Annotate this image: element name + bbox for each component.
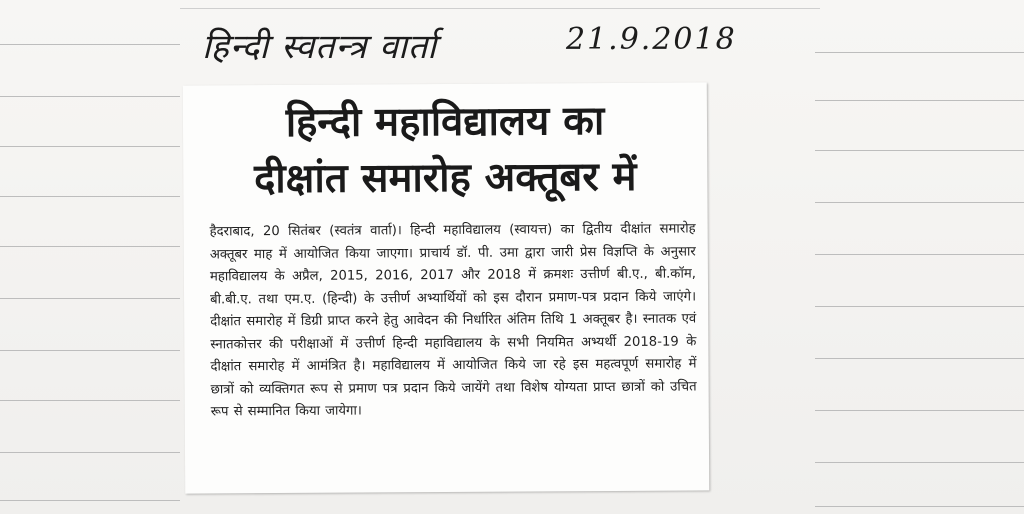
ruled-line: [0, 350, 180, 351]
ruled-line: [0, 246, 180, 247]
ruled-line: [0, 44, 180, 45]
ruled-line: [815, 306, 1024, 307]
article-headline: [191, 92, 700, 207]
ruled-line: [0, 146, 180, 147]
ruled-line: [815, 52, 1024, 53]
ruled-line: [815, 150, 1024, 151]
ruled-line: [0, 400, 180, 401]
ruled-line: [0, 500, 180, 501]
ruled-line: [0, 96, 180, 97]
newspaper-clipping: [183, 82, 709, 493]
ruled-line: [0, 196, 180, 197]
handwritten-date: 21.9.2018: [566, 22, 737, 57]
ruled-line: [815, 254, 1024, 255]
ruled-line: [0, 298, 180, 299]
ruled-line: [815, 202, 1024, 203]
headline-line-1: हिन्दी महाविद्यालय का: [285, 98, 605, 146]
ruled-line: [815, 358, 1024, 359]
article-body: हैदराबाद, 20 सितंबर (स्वतंत्र वार्ता)। हिन्दी महाविद्यालय (स्वायत्त) का द्वितीय दीक्षांत समारोह अक्तूबर माह में आयोजित किया जाएगा। प्राचार्य डॉ. पी. उमा द्वारा जारी प्रेस विज्ञप्ति के अनुसार महाविद्यालय के अप्रैल, 2015, 2016, 2017 और 2018 में क्रमशः उत्तीर्ण बी.ए., बी.कॉम, बी.बी.ए. तथा एम.ए. (हिन्दी) के उत्तीर्ण अभ्यार्थियों को इस दौरान प्रमाण-पत्र प्रदान किये जाएंगे। दीक्षांत समारोह में डिग्री प्राप्त करने हेतु आवेदन की निर्धारित अंतिम तिथि 1 अक्तूबर है। स्नातक एवं स्नातकोत्तर की परीक्षाओं में उत्तीर्ण हिन्दी महाविद्यालय के सभी नियमित अभ्यर्थी 2018-19 के दीक्षांत समारोह में आमंत्रित है। महाविद्यालय में आयोजित किये जा रहे इस महत्वपूर्ण समारोह में छात्रों को व्यक्तिगत रूप से प्रमाण पत्र प्रदान किये जायेंगे तथा विशेष योग्यता प्राप्त छात्रों को उचित रूप से सम्मानित किया जायेगा।: [209, 221, 697, 420]
ruled-line: [815, 100, 1024, 101]
headline-line-2: दीक्षांत समारोह अक्तूबर में: [253, 153, 637, 203]
ruled-line: [0, 452, 180, 453]
ruled-line: [180, 8, 820, 9]
ruled-line: [815, 506, 1024, 507]
handwritten-source: हिन्दी स्वतन्त्र वार्ता: [202, 27, 438, 67]
ruled-line: [815, 410, 1024, 411]
ruled-line: [815, 462, 1024, 463]
